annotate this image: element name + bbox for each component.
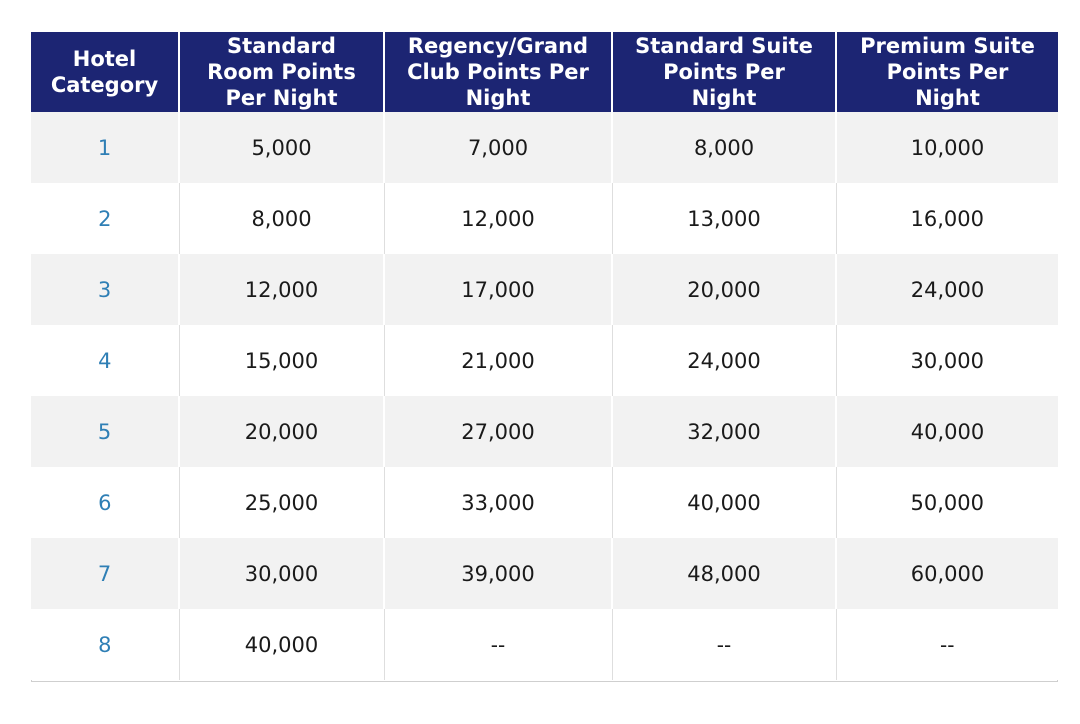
standard-suite-cell: 20,000: [612, 254, 836, 325]
standard-suite-cell: 13,000: [612, 183, 836, 254]
category-cell: 4: [31, 325, 179, 396]
premium-suite-cell: 40,000: [836, 396, 1058, 467]
category-cell: 2: [31, 183, 179, 254]
regency-club-cell: 33,000: [384, 467, 612, 538]
header-regency-grand-club: Regency/Grand Club Points Per Night: [384, 32, 612, 112]
category-cell: 6: [31, 467, 179, 538]
regency-club-cell: 27,000: [384, 396, 612, 467]
standard-suite-cell: 8,000: [612, 112, 836, 183]
table-row: [31, 396, 1058, 467]
award-points-table: [31, 32, 1058, 680]
table-row: [31, 609, 1058, 680]
premium-suite-cell: 60,000: [836, 538, 1058, 609]
category-cell: 3: [31, 254, 179, 325]
category-cell: 7: [31, 538, 179, 609]
standard-suite-cell: 32,000: [612, 396, 836, 467]
standard-suite-cell: 24,000: [612, 325, 836, 396]
premium-suite-cell: 30,000: [836, 325, 1058, 396]
header-hotel-category: Hotel Category: [31, 32, 179, 112]
regency-club-cell: 39,000: [384, 538, 612, 609]
standard-room-cell: 5,000: [179, 112, 384, 183]
header-standard-room: Standard Room Points Per Night: [179, 32, 384, 112]
table-row: [31, 112, 1058, 183]
table-row: [31, 538, 1058, 609]
standard-room-cell: 20,000: [179, 396, 384, 467]
premium-suite-cell: 24,000: [836, 254, 1058, 325]
standard-room-cell: 25,000: [179, 467, 384, 538]
premium-suite-cell: 50,000: [836, 467, 1058, 538]
category-cell: 5: [31, 396, 179, 467]
category-cell: 1: [31, 112, 179, 183]
header-standard-suite: Standard Suite Points Per Night: [612, 32, 836, 112]
regency-club-cell: 12,000: [384, 183, 612, 254]
category-cell: 8: [31, 609, 179, 680]
premium-suite-cell: --: [836, 609, 1058, 680]
standard-room-cell: 8,000: [179, 183, 384, 254]
standard-room-cell: 12,000: [179, 254, 384, 325]
standard-suite-cell: 40,000: [612, 467, 836, 538]
table-row: [31, 467, 1058, 538]
table-row: [31, 325, 1058, 396]
regency-club-cell: 17,000: [384, 254, 612, 325]
regency-club-cell: 21,000: [384, 325, 612, 396]
table-row: [31, 183, 1058, 254]
standard-room-cell: 30,000: [179, 538, 384, 609]
table-header-row: [31, 32, 1058, 112]
table-row: [31, 254, 1058, 325]
standard-suite-cell: --: [612, 609, 836, 680]
premium-suite-cell: 10,000: [836, 112, 1058, 183]
regency-club-cell: --: [384, 609, 612, 680]
standard-suite-cell: 48,000: [612, 538, 836, 609]
premium-suite-cell: 16,000: [836, 183, 1058, 254]
standard-room-cell: 40,000: [179, 609, 384, 680]
standard-room-cell: 15,000: [179, 325, 384, 396]
points-table-container: [31, 32, 1058, 682]
header-premium-suite: Premium Suite Points Per Night: [836, 32, 1058, 112]
regency-club-cell: 7,000: [384, 112, 612, 183]
